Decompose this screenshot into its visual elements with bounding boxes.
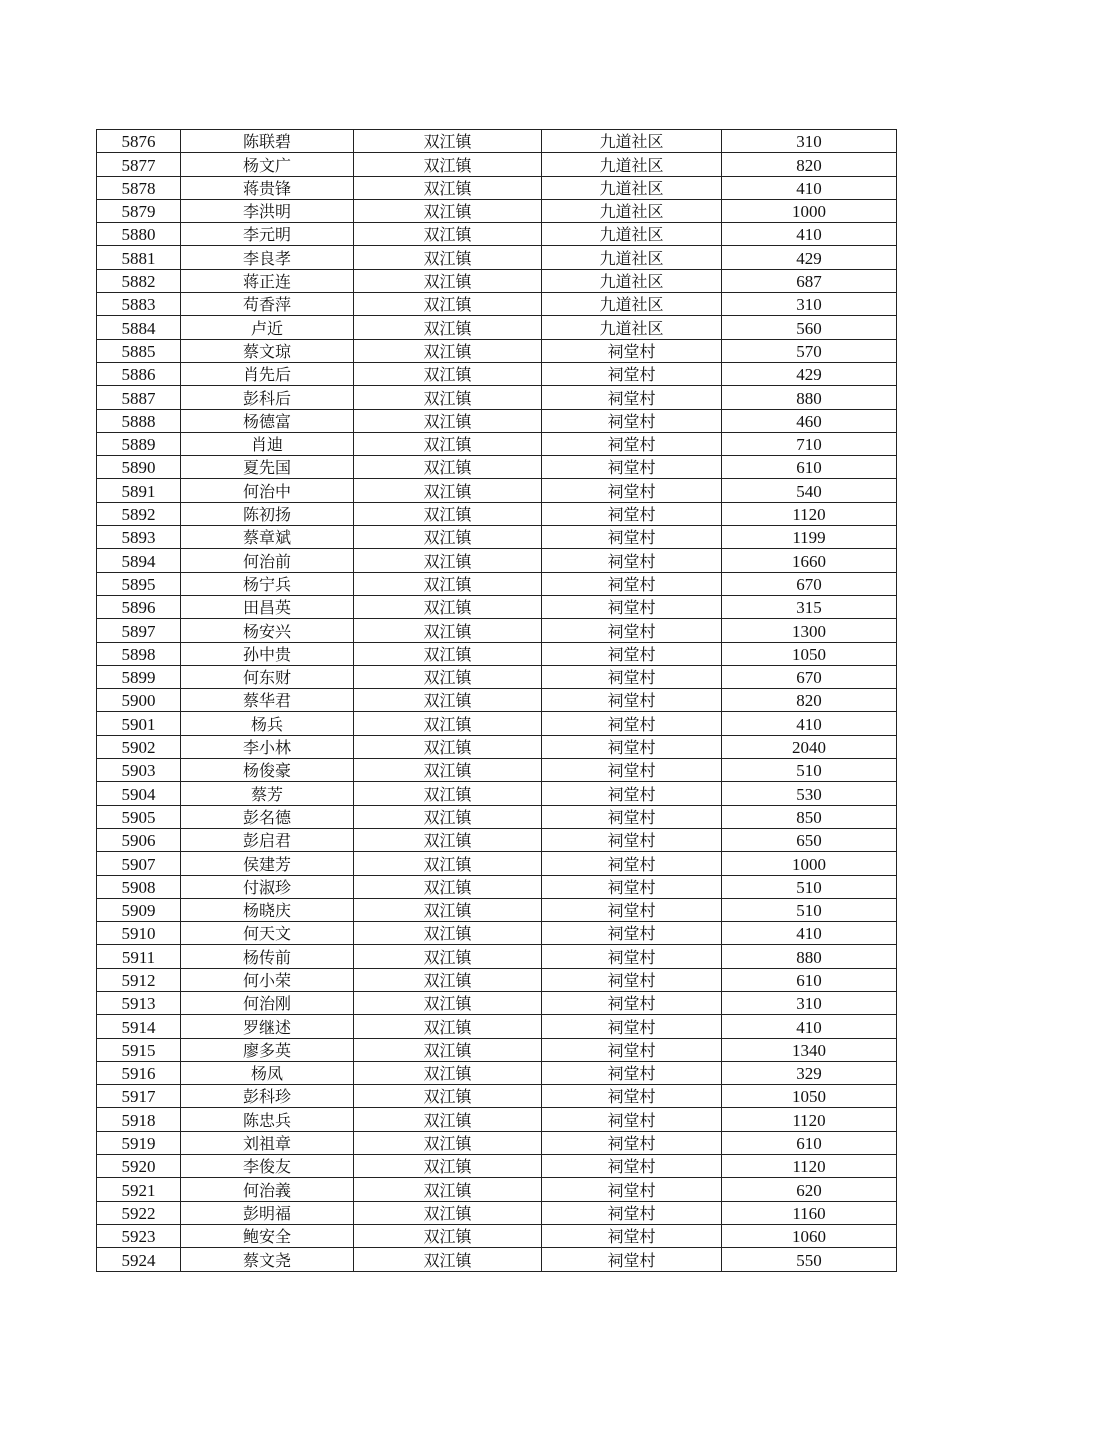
table-row: [97, 456, 897, 479]
table-row: [97, 526, 897, 549]
cell-town: 双江镇: [354, 456, 542, 479]
table-row: [97, 1085, 897, 1108]
cell-town: 双江镇: [354, 362, 542, 385]
cell-name: 何治中: [181, 479, 354, 502]
cell-name: 李俊友: [181, 1155, 354, 1178]
cell-town: 双江镇: [354, 665, 542, 688]
table-row: [97, 642, 897, 665]
cell-name: 李良孝: [181, 246, 354, 269]
cell-village: 祠堂村: [542, 689, 722, 712]
cell-row-number: 5893: [97, 526, 181, 549]
cell-row-number: 5916: [97, 1061, 181, 1084]
cell-name: 蔡文琼: [181, 339, 354, 362]
table-row: [97, 898, 897, 921]
cell-village: 祠堂村: [542, 1085, 722, 1108]
cell-town: 双江镇: [354, 922, 542, 945]
cell-town: 双江镇: [354, 759, 542, 782]
cell-village: 祠堂村: [542, 1248, 722, 1271]
table-row: [97, 176, 897, 199]
cell-town: 双江镇: [354, 293, 542, 316]
cell-name: 何治前: [181, 549, 354, 572]
cell-amount: 460: [722, 409, 897, 432]
cell-name: 何治義: [181, 1178, 354, 1201]
cell-village: 祠堂村: [542, 1061, 722, 1084]
cell-village: 祠堂村: [542, 1131, 722, 1154]
cell-row-number: 5891: [97, 479, 181, 502]
cell-name: 杨晓庆: [181, 898, 354, 921]
table-row: [97, 1201, 897, 1224]
cell-amount: 820: [722, 689, 897, 712]
cell-village: 祠堂村: [542, 549, 722, 572]
cell-town: 双江镇: [354, 991, 542, 1014]
cell-amount: 880: [722, 386, 897, 409]
cell-name: 杨传前: [181, 945, 354, 968]
cell-town: 双江镇: [354, 1178, 542, 1201]
cell-amount: 670: [722, 572, 897, 595]
cell-name: 杨文广: [181, 153, 354, 176]
cell-row-number: 5880: [97, 223, 181, 246]
cell-name: 彭名德: [181, 805, 354, 828]
cell-row-number: 5890: [97, 456, 181, 479]
cell-row-number: 5924: [97, 1248, 181, 1271]
cell-row-number: 5883: [97, 293, 181, 316]
table-row: [97, 1015, 897, 1038]
cell-town: 双江镇: [354, 828, 542, 851]
cell-row-number: 5908: [97, 875, 181, 898]
table-row: [97, 595, 897, 618]
cell-row-number: 5913: [97, 991, 181, 1014]
cell-village: 祠堂村: [542, 945, 722, 968]
cell-town: 双江镇: [354, 339, 542, 362]
cell-row-number: 5896: [97, 595, 181, 618]
cell-town: 双江镇: [354, 316, 542, 339]
cell-village: 祠堂村: [542, 572, 722, 595]
cell-amount: 329: [722, 1061, 897, 1084]
table-row: [97, 1248, 897, 1271]
cell-name: 杨安兴: [181, 619, 354, 642]
table-row: [97, 409, 897, 432]
cell-amount: 1050: [722, 1085, 897, 1108]
cell-name: 孙中贵: [181, 642, 354, 665]
table-row: [97, 432, 897, 455]
cell-village: 祠堂村: [542, 759, 722, 782]
cell-name: 廖多英: [181, 1038, 354, 1061]
table-row: [97, 479, 897, 502]
cell-row-number: 5895: [97, 572, 181, 595]
cell-row-number: 5911: [97, 945, 181, 968]
table-row: [97, 130, 897, 153]
cell-row-number: 5878: [97, 176, 181, 199]
table-row: [97, 712, 897, 735]
cell-name: 何天文: [181, 922, 354, 945]
cell-village: 九道社区: [542, 153, 722, 176]
cell-amount: 1060: [722, 1224, 897, 1247]
cell-town: 双江镇: [354, 1131, 542, 1154]
table-row: [97, 293, 897, 316]
table-row: [97, 945, 897, 968]
table-row: [97, 759, 897, 782]
table-row: [97, 502, 897, 525]
cell-amount: 315: [722, 595, 897, 618]
cell-town: 双江镇: [354, 1015, 542, 1038]
cell-town: 双江镇: [354, 852, 542, 875]
cell-row-number: 5882: [97, 269, 181, 292]
table-row: [97, 362, 897, 385]
table-row: [97, 549, 897, 572]
table-row: [97, 619, 897, 642]
cell-village: 祠堂村: [542, 782, 722, 805]
cell-amount: 710: [722, 432, 897, 455]
table-row: [97, 153, 897, 176]
cell-village: 祠堂村: [542, 1224, 722, 1247]
cell-town: 双江镇: [354, 549, 542, 572]
cell-row-number: 5904: [97, 782, 181, 805]
cell-name: 鲍安全: [181, 1224, 354, 1247]
table-row: [97, 1178, 897, 1201]
table-row: [97, 1108, 897, 1131]
cell-amount: 570: [722, 339, 897, 362]
cell-town: 双江镇: [354, 689, 542, 712]
table-row: [97, 689, 897, 712]
cell-name: 何小荣: [181, 968, 354, 991]
cell-town: 双江镇: [354, 502, 542, 525]
cell-town: 双江镇: [354, 1155, 542, 1178]
cell-name: 蔡章斌: [181, 526, 354, 549]
cell-village: 祠堂村: [542, 1178, 722, 1201]
table-row: [97, 246, 897, 269]
cell-village: 祠堂村: [542, 456, 722, 479]
cell-amount: 880: [722, 945, 897, 968]
cell-name: 陈联碧: [181, 130, 354, 153]
cell-row-number: 5902: [97, 735, 181, 758]
cell-amount: 530: [722, 782, 897, 805]
cell-row-number: 5905: [97, 805, 181, 828]
cell-amount: 429: [722, 246, 897, 269]
cell-village: 九道社区: [542, 316, 722, 339]
cell-amount: 410: [722, 922, 897, 945]
cell-name: 蒋贵锋: [181, 176, 354, 199]
cell-amount: 610: [722, 456, 897, 479]
table-row: [97, 199, 897, 222]
cell-village: 祠堂村: [542, 805, 722, 828]
cell-village: 九道社区: [542, 293, 722, 316]
cell-row-number: 5881: [97, 246, 181, 269]
cell-amount: 610: [722, 968, 897, 991]
cell-name: 蒋正连: [181, 269, 354, 292]
cell-town: 双江镇: [354, 1085, 542, 1108]
table-row: [97, 968, 897, 991]
cell-name: 蔡华君: [181, 689, 354, 712]
table-row: [97, 1038, 897, 1061]
cell-amount: 1120: [722, 502, 897, 525]
cell-amount: 310: [722, 293, 897, 316]
table-row: [97, 572, 897, 595]
cell-row-number: 5909: [97, 898, 181, 921]
cell-village: 祠堂村: [542, 968, 722, 991]
cell-village: 祠堂村: [542, 479, 722, 502]
cell-name: 刘祖章: [181, 1131, 354, 1154]
cell-name: 苟香萍: [181, 293, 354, 316]
cell-amount: 510: [722, 759, 897, 782]
cell-town: 双江镇: [354, 223, 542, 246]
table-row: [97, 223, 897, 246]
cell-town: 双江镇: [354, 735, 542, 758]
cell-amount: 540: [722, 479, 897, 502]
cell-name: 田昌英: [181, 595, 354, 618]
cell-amount: 550: [722, 1248, 897, 1271]
table-row: [97, 1131, 897, 1154]
cell-town: 双江镇: [354, 269, 542, 292]
cell-name: 肖先后: [181, 362, 354, 385]
cell-amount: 687: [722, 269, 897, 292]
cell-amount: 1050: [722, 642, 897, 665]
table-body: [97, 130, 897, 1272]
cell-village: 九道社区: [542, 223, 722, 246]
cell-name: 彭科后: [181, 386, 354, 409]
cell-row-number: 5900: [97, 689, 181, 712]
cell-amount: 820: [722, 153, 897, 176]
cell-row-number: 5907: [97, 852, 181, 875]
cell-town: 双江镇: [354, 199, 542, 222]
cell-town: 双江镇: [354, 1061, 542, 1084]
cell-amount: 560: [722, 316, 897, 339]
cell-town: 双江镇: [354, 712, 542, 735]
cell-amount: 620: [722, 1178, 897, 1201]
cell-row-number: 5914: [97, 1015, 181, 1038]
cell-name: 李小林: [181, 735, 354, 758]
cell-village: 祠堂村: [542, 619, 722, 642]
cell-village: 祠堂村: [542, 432, 722, 455]
cell-village: 祠堂村: [542, 642, 722, 665]
table-row: [97, 665, 897, 688]
cell-amount: 1340: [722, 1038, 897, 1061]
cell-town: 双江镇: [354, 945, 542, 968]
cell-village: 祠堂村: [542, 362, 722, 385]
table-row: [97, 735, 897, 758]
cell-amount: 670: [722, 665, 897, 688]
cell-amount: 429: [722, 362, 897, 385]
cell-town: 双江镇: [354, 875, 542, 898]
cell-town: 双江镇: [354, 176, 542, 199]
cell-row-number: 5918: [97, 1108, 181, 1131]
cell-town: 双江镇: [354, 1108, 542, 1131]
cell-amount: 310: [722, 130, 897, 153]
cell-village: 祠堂村: [542, 1015, 722, 1038]
cell-town: 双江镇: [354, 782, 542, 805]
cell-town: 双江镇: [354, 898, 542, 921]
cell-town: 双江镇: [354, 130, 542, 153]
cell-name: 夏先国: [181, 456, 354, 479]
cell-row-number: 5899: [97, 665, 181, 688]
cell-amount: 1300: [722, 619, 897, 642]
cell-name: 李洪明: [181, 199, 354, 222]
cell-amount: 1000: [722, 199, 897, 222]
cell-row-number: 5898: [97, 642, 181, 665]
cell-village: 祠堂村: [542, 828, 722, 851]
cell-village: 祠堂村: [542, 1108, 722, 1131]
cell-name: 蔡文尧: [181, 1248, 354, 1271]
cell-town: 双江镇: [354, 805, 542, 828]
table-row: [97, 852, 897, 875]
cell-name: 彭科珍: [181, 1085, 354, 1108]
cell-town: 双江镇: [354, 526, 542, 549]
cell-village: 祠堂村: [542, 526, 722, 549]
cell-town: 双江镇: [354, 1224, 542, 1247]
cell-town: 双江镇: [354, 479, 542, 502]
table-row: [97, 386, 897, 409]
cell-row-number: 5889: [97, 432, 181, 455]
cell-row-number: 5923: [97, 1224, 181, 1247]
cell-name: 侯建芳: [181, 852, 354, 875]
cell-row-number: 5921: [97, 1178, 181, 1201]
cell-row-number: 5915: [97, 1038, 181, 1061]
data-table: [96, 129, 897, 1272]
cell-row-number: 5912: [97, 968, 181, 991]
cell-amount: 510: [722, 898, 897, 921]
cell-name: 何治刚: [181, 991, 354, 1014]
cell-town: 双江镇: [354, 409, 542, 432]
cell-amount: 510: [722, 875, 897, 898]
table-row: [97, 316, 897, 339]
cell-name: 蔡芳: [181, 782, 354, 805]
cell-town: 双江镇: [354, 246, 542, 269]
cell-amount: 1120: [722, 1155, 897, 1178]
cell-amount: 2040: [722, 735, 897, 758]
cell-row-number: 5876: [97, 130, 181, 153]
table-row: [97, 782, 897, 805]
table-row: [97, 339, 897, 362]
cell-name: 卢近: [181, 316, 354, 339]
cell-village: 祠堂村: [542, 409, 722, 432]
cell-village: 祠堂村: [542, 595, 722, 618]
cell-name: 肖迪: [181, 432, 354, 455]
cell-village: 祠堂村: [542, 922, 722, 945]
cell-row-number: 5919: [97, 1131, 181, 1154]
cell-row-number: 5906: [97, 828, 181, 851]
cell-amount: 410: [722, 176, 897, 199]
cell-row-number: 5877: [97, 153, 181, 176]
table-row: [97, 875, 897, 898]
cell-row-number: 5920: [97, 1155, 181, 1178]
cell-row-number: 5888: [97, 409, 181, 432]
cell-village: 九道社区: [542, 269, 722, 292]
table-row: [97, 828, 897, 851]
cell-village: 祠堂村: [542, 852, 722, 875]
cell-row-number: 5922: [97, 1201, 181, 1224]
table-row: [97, 1061, 897, 1084]
cell-village: 祠堂村: [542, 1038, 722, 1061]
cell-village: 九道社区: [542, 246, 722, 269]
cell-amount: 1120: [722, 1108, 897, 1131]
cell-village: 祠堂村: [542, 386, 722, 409]
cell-row-number: 5885: [97, 339, 181, 362]
cell-amount: 310: [722, 991, 897, 1014]
cell-row-number: 5884: [97, 316, 181, 339]
table-row: [97, 1155, 897, 1178]
cell-name: 彭启君: [181, 828, 354, 851]
cell-amount: 410: [722, 1015, 897, 1038]
cell-name: 彭明福: [181, 1201, 354, 1224]
table-row: [97, 922, 897, 945]
cell-amount: 410: [722, 223, 897, 246]
cell-town: 双江镇: [354, 595, 542, 618]
cell-village: 祠堂村: [542, 735, 722, 758]
cell-row-number: 5903: [97, 759, 181, 782]
cell-name: 陈忠兵: [181, 1108, 354, 1131]
cell-village: 九道社区: [542, 176, 722, 199]
cell-amount: 1160: [722, 1201, 897, 1224]
cell-name: 何东财: [181, 665, 354, 688]
cell-name: 李元明: [181, 223, 354, 246]
cell-row-number: 5886: [97, 362, 181, 385]
cell-row-number: 5887: [97, 386, 181, 409]
cell-name: 杨俊豪: [181, 759, 354, 782]
cell-village: 九道社区: [542, 199, 722, 222]
cell-village: 祠堂村: [542, 339, 722, 362]
cell-village: 祠堂村: [542, 898, 722, 921]
cell-village: 祠堂村: [542, 1155, 722, 1178]
cell-village: 祠堂村: [542, 502, 722, 525]
cell-amount: 1660: [722, 549, 897, 572]
cell-town: 双江镇: [354, 153, 542, 176]
cell-row-number: 5894: [97, 549, 181, 572]
table-row: [97, 269, 897, 292]
cell-amount: 650: [722, 828, 897, 851]
cell-amount: 1000: [722, 852, 897, 875]
table-row: [97, 991, 897, 1014]
cell-town: 双江镇: [354, 572, 542, 595]
cell-row-number: 5897: [97, 619, 181, 642]
cell-name: 杨兵: [181, 712, 354, 735]
cell-name: 杨宁兵: [181, 572, 354, 595]
cell-amount: 410: [722, 712, 897, 735]
cell-name: 杨凤: [181, 1061, 354, 1084]
cell-town: 双江镇: [354, 386, 542, 409]
cell-town: 双江镇: [354, 432, 542, 455]
cell-village: 祠堂村: [542, 1201, 722, 1224]
cell-village: 祠堂村: [542, 991, 722, 1014]
cell-village: 祠堂村: [542, 665, 722, 688]
cell-row-number: 5917: [97, 1085, 181, 1108]
cell-name: 陈初扬: [181, 502, 354, 525]
cell-row-number: 5879: [97, 199, 181, 222]
cell-amount: 610: [722, 1131, 897, 1154]
cell-row-number: 5910: [97, 922, 181, 945]
cell-town: 双江镇: [354, 1248, 542, 1271]
cell-town: 双江镇: [354, 619, 542, 642]
cell-row-number: 5892: [97, 502, 181, 525]
cell-amount: 1199: [722, 526, 897, 549]
cell-name: 付淑珍: [181, 875, 354, 898]
cell-village: 祠堂村: [542, 875, 722, 898]
cell-amount: 850: [722, 805, 897, 828]
cell-town: 双江镇: [354, 642, 542, 665]
cell-town: 双江镇: [354, 1201, 542, 1224]
cell-village: 祠堂村: [542, 712, 722, 735]
cell-town: 双江镇: [354, 1038, 542, 1061]
table-row: [97, 1224, 897, 1247]
cell-town: 双江镇: [354, 968, 542, 991]
cell-name: 罗继述: [181, 1015, 354, 1038]
cell-row-number: 5901: [97, 712, 181, 735]
cell-name: 杨德富: [181, 409, 354, 432]
table-row: [97, 805, 897, 828]
cell-village: 九道社区: [542, 130, 722, 153]
